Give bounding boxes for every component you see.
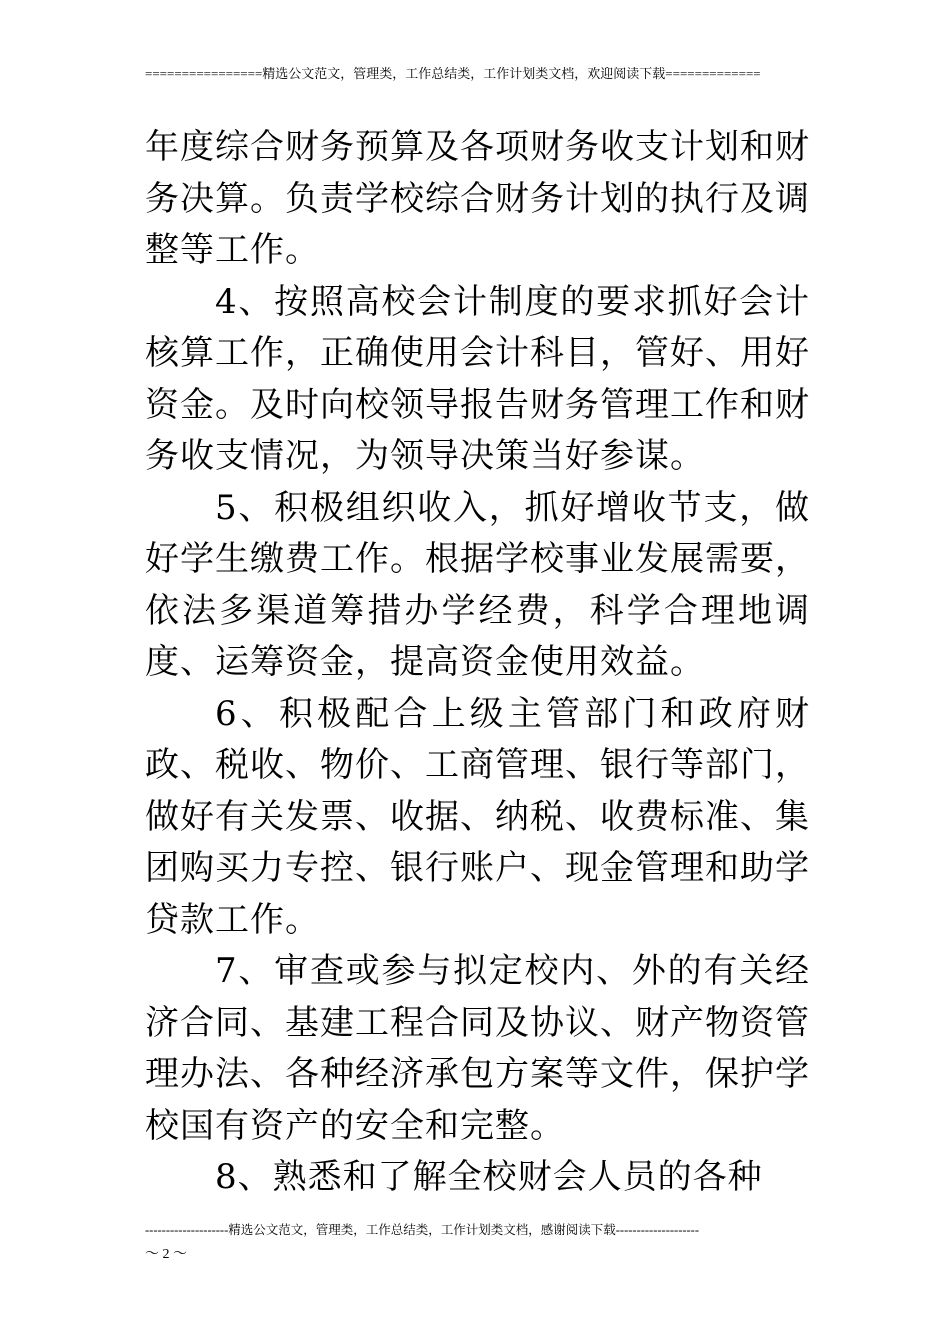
document-body (145, 122, 810, 1204)
paragraph-2: 4、按照高校会计制度的要求抓好会计核算工作，正确使用会计科目，管好、用好资金。及时向校领导报告财务管理工作和财务收支情况，为领导决策当好参谋。 (145, 281, 810, 476)
paragraph-4: 6、积极配合上级主管部门和政府财政、税收、物价、工商管理、银行等部门，做好有关发票、收据、纳税、收费标准、集团购买力专控、银行账户、现金管理和助学贷款工作。 (145, 693, 810, 940)
page-header-banner: ================精选公文范文，管理类，工作总结类，工作计划类文档，欢迎阅读下载============= (145, 66, 761, 81)
paragraph-1: 年度综合财务预算及各项财务收支计划和财务决算。负责学校综合财务计划的执行及调整等工作。 (145, 127, 810, 270)
paragraph-5: 7、审查或参与拟定校内、外的有关经济合同、基建工程合同及协议、财产物资管理办法、各种经济承包方案等文件，保护学校国有资产的安全和完整。 (145, 951, 810, 1146)
page-footer-banner: --------------------精选公文范文，管理类，工作总结类，工作计划类文档，感谢阅读下载-------------------- (145, 1223, 700, 1237)
paragraph-3: 5、积极组织收入，抓好增收节支，做好学生缴费工作。根据学校事业发展需要，依法多渠道筹措办学经费，科学合理地调度、运筹资金，提高资金使用效益。 (145, 487, 810, 682)
paragraph-6: 8、熟悉和了解全校财会人员的各种 (215, 1157, 763, 1197)
page-number: ～ 2 ～ (145, 1247, 187, 1262)
